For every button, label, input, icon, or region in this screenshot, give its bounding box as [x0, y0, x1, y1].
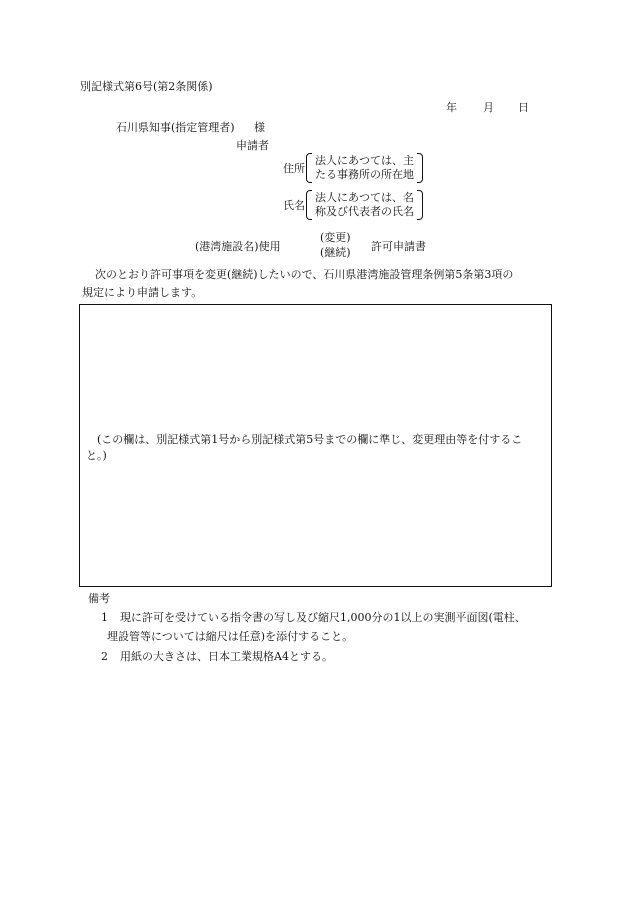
title-suffix: 許可申請書 [371, 240, 426, 253]
address-note [306, 153, 423, 183]
remarks-item-text: 埋設管等については縮尺は任意)を添付すること。 [107, 630, 354, 643]
applicant-label: 申請者 [236, 139, 269, 152]
remarks-item-text: 現に許可を受けている指令書の写し及び縮尺1,000分の1以上の実測平面図(電柱、 [120, 611, 526, 624]
title-renew: (継続) [320, 246, 351, 259]
name-note-line: 称及び代表者の氏名 [315, 205, 414, 218]
title-prefix: (港湾施設名)使用 [195, 240, 281, 253]
date-year: 年 [446, 101, 457, 114]
change-reason-box [79, 304, 552, 587]
title-change: (変更) [320, 231, 351, 244]
remarks-item-number: 1 [101, 611, 108, 624]
name-note [306, 190, 423, 220]
address-label: 住所 [283, 162, 305, 175]
address-note-line: たる事務所の所在地 [315, 168, 414, 181]
body-line-1: 次のとおり許可事項を変更(継続)したいので、石川県港湾施設管理条例第5条第3項の [95, 268, 514, 281]
honorific: 様 [254, 121, 265, 134]
name-label: 氏名 [283, 199, 305, 212]
right-bracket [417, 153, 423, 183]
right-bracket [417, 190, 423, 220]
date-month: 月 [483, 101, 494, 114]
date-day: 日 [518, 101, 529, 114]
box-note: (この欄は、別記様式第1号から別記様式第5号までの欄に準じ、変更理由等を付すること。) [86, 433, 523, 462]
title-options [320, 230, 351, 260]
remarks-heading: 備考 [88, 592, 110, 605]
body-line-2: 規定により申請します。 [82, 286, 203, 299]
remarks-item-text: 用紙の大きさは、日本工業規格A4とする。 [120, 650, 333, 663]
address-note-line: 法人にあつては、主 [315, 154, 414, 167]
remarks-item-number: 2 [101, 650, 108, 663]
addressee: 石川県知事(指定管理者) [116, 121, 235, 134]
form-number: 別記様式第6号(第2条関係) [80, 80, 213, 93]
name-note-line: 法人にあつては、名 [315, 191, 414, 204]
